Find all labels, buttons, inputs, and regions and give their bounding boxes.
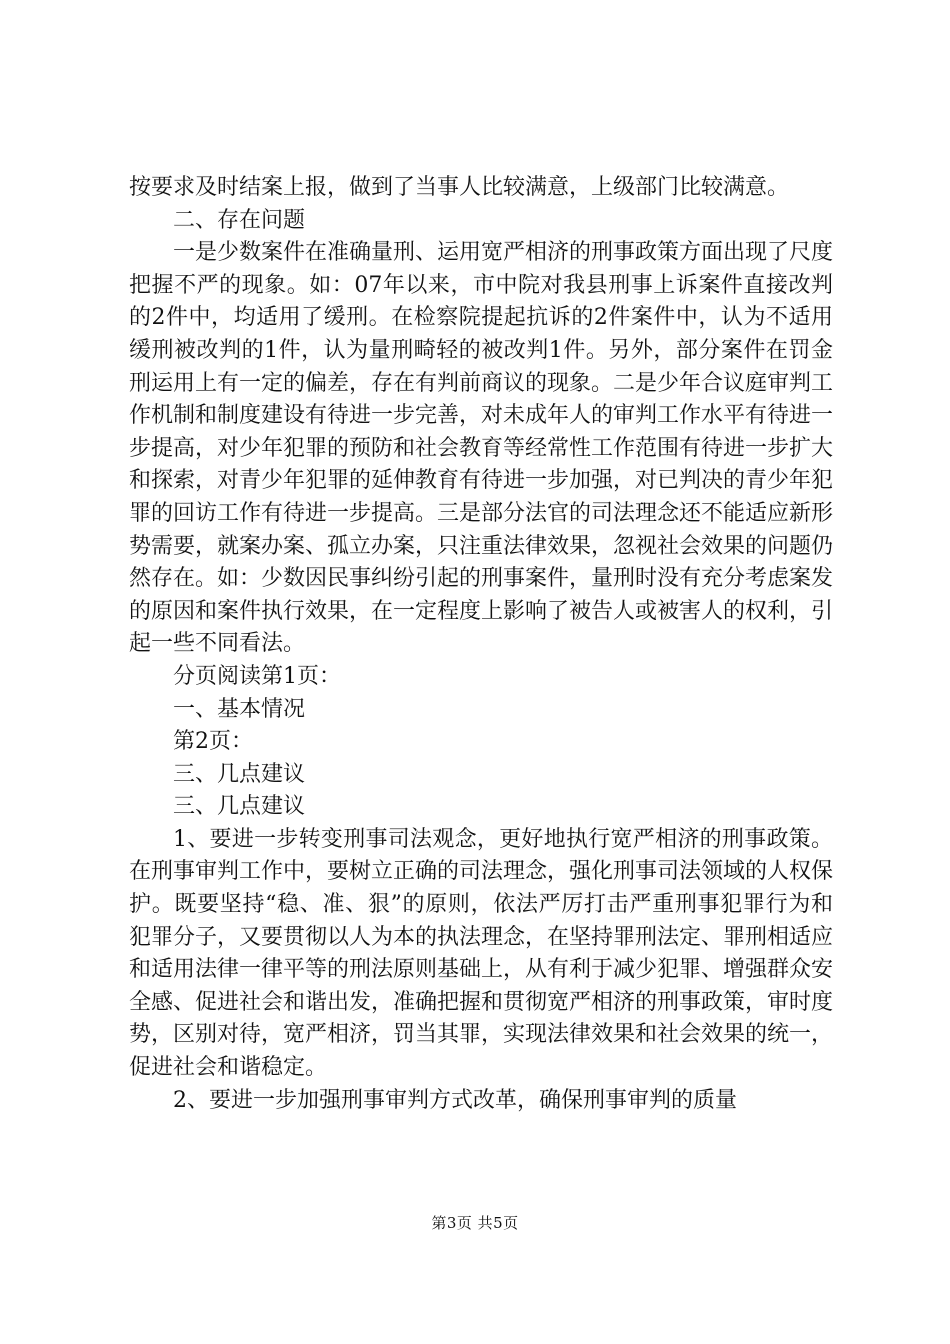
pagination-note: 分页阅读第1页： xyxy=(173,663,341,689)
pagination-note-page2: 第2页： xyxy=(173,729,253,755)
paragraph-suggestion-2: 2、要进一步加强刑事审判方式改革，确保刑事审判的质量 xyxy=(173,1087,737,1113)
page-number-footer: 第3页 共5页 xyxy=(431,1214,519,1232)
section-heading-suggestions-1: 三、几点建议 xyxy=(173,761,306,787)
section-heading-basic: 一、基本情况 xyxy=(173,696,306,722)
section-heading-problems: 二、存在问题 xyxy=(173,207,306,233)
document-body xyxy=(129,172,833,1117)
paragraph-suggestion-1: 1、要进一步转变刑事司法观念，更好地执行宽严相济的刑事政策。在刑事审判工作中，要树立正确的司法理念，强化刑事司法领域的人权保护。既要坚持“稳、准、狠”的原则，依法严厉打击严重刑事犯罪行为和犯罪分子，又要贯彻以人为本的执法理念，在坚持罪刑法定、罪刑相适应和适用法律一律平等的刑法原则基础上，从有利于减少犯罪、增强群众安全感、促进社会和谐出发，准确把握和贯彻宽严相济的刑事政策，审时度势，区别对待，宽严相济，罚当其罪，实现法律效果和社会效果的统一，促进社会和谐稳定。 xyxy=(129,826,834,1081)
section-heading-suggestions-2: 三、几点建议 xyxy=(173,794,306,820)
paragraph-problems: 一是少数案件在准确量刑、运用宽严相济的刑事政策方面出现了尺度把握不严的现象。如：07年以来，市中院对我县刑事上诉案件直接改判的2件中，均适用了缓刑。在检察院提起抗诉的2件案件中，认为不适用缓刑被改判的1件，认为量刑畸轻的被改判1件。另外，部分案件在罚金刑运用上有一定的偏差，存在有判前商议的现象。二是少年合议庭审判工作机制和制度建设有待进一步完善，对未成年人的审判工作水平有待进一步提高，对少年犯罪的预防和社会教育等经常性工作范围有待进一步扩大和探索，对青少年犯罪的延伸教育有待进一步加强，对已判决的青少年犯罪的回访工作有待进一步提高。三是部分法官的司法理念还不能适应新形势需要，就案办案、孤立办案，只注重法律效果，忽视社会效果的问题仍然存在。如：少数因民事纠纷引起的刑事案件，量刑时没有充分考虑案发的原因和案件执行效果，在一定程度上影响了被告人或被害人的权利，引起一些不同看法。 xyxy=(129,240,834,657)
paragraph-1: 按要求及时结案上报，做到了当事人比较满意，上级部门比较满意。 xyxy=(129,175,790,200)
